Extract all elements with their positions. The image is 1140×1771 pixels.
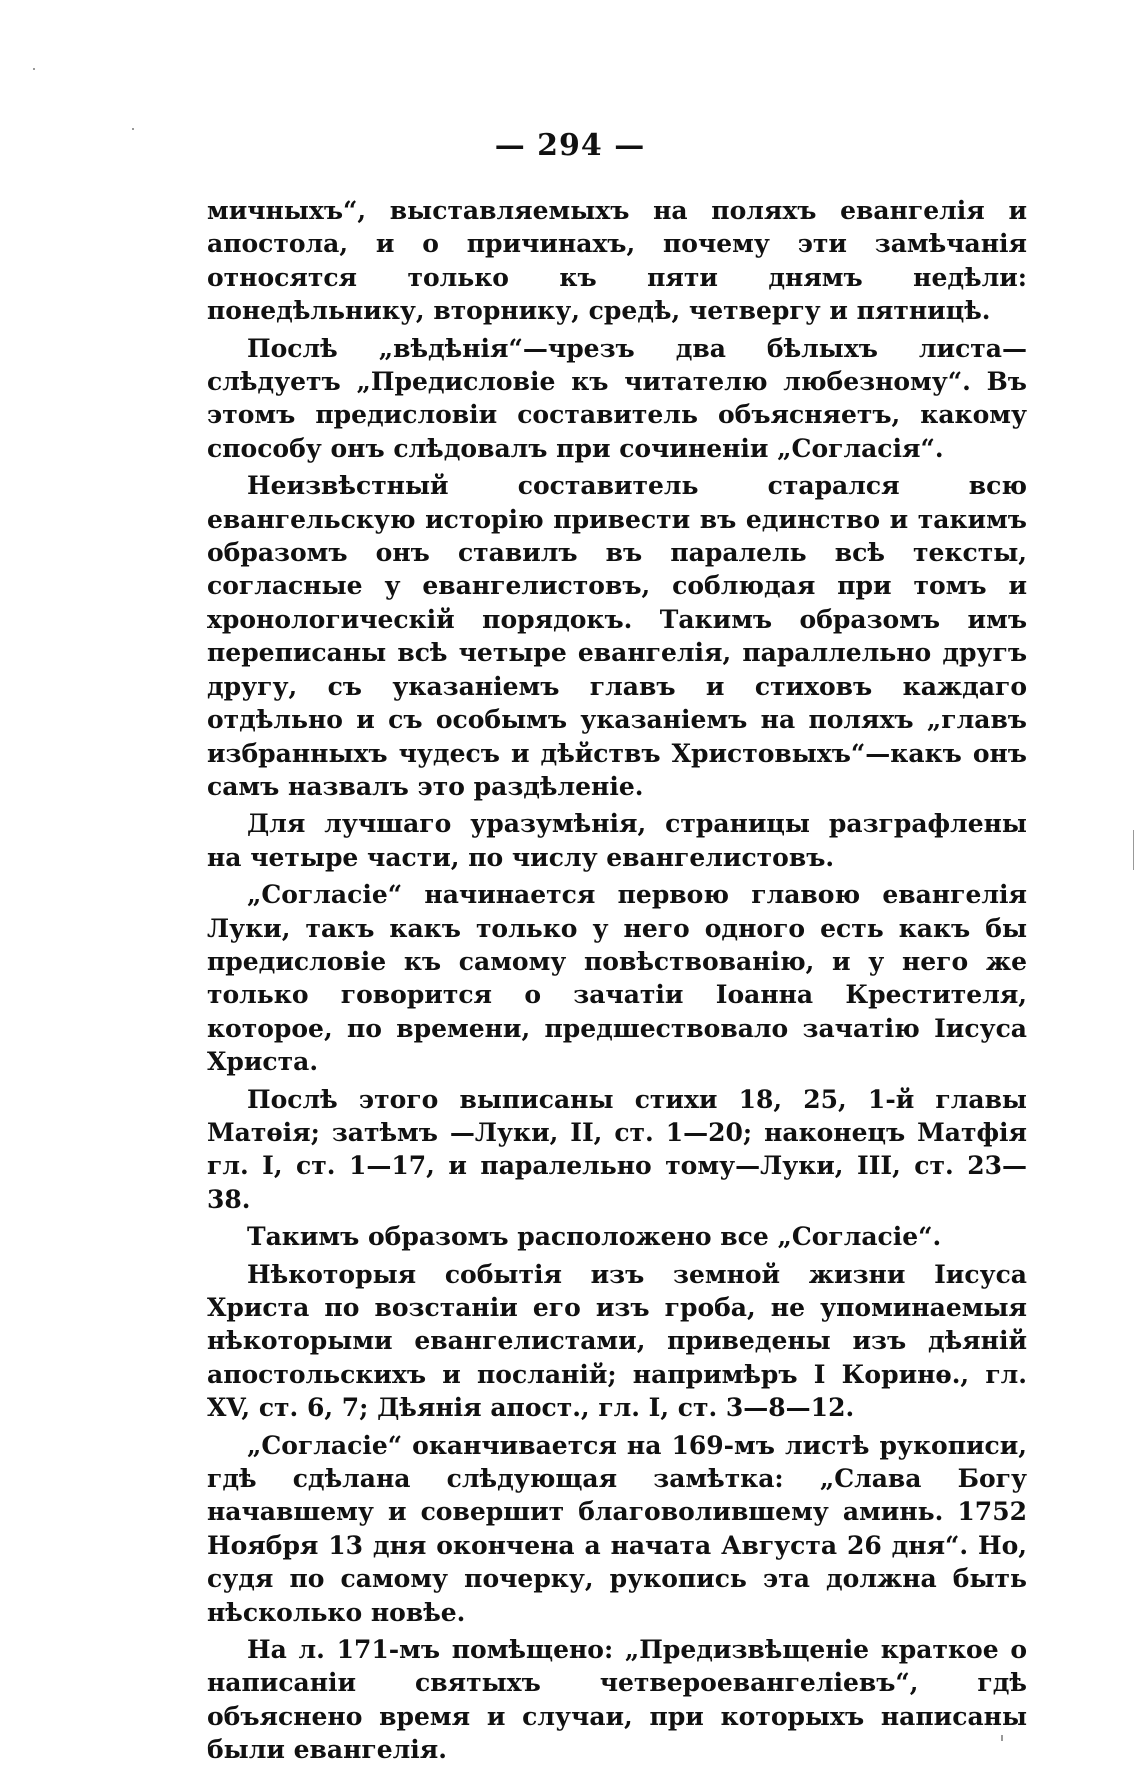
body-text [207,194,1027,1771]
scan-speck [132,128,134,130]
paragraph-10: На л. 171-мъ помѣщено: „Предизвѣщеніе краткое о написаніи святыхъ четвероевангеліевъ“, гдѣ объяснено время и случаи, при которыхъ написаны были евангелія. [207,1635,1027,1765]
paragraph-4: Для лучшаго уразумѣнія, страницы разграфлены на четыре части, по числу евангелистовъ. [207,809,1027,872]
paragraph-8: Нѣкоторыя событія изъ земной жизни Іисуса Христа по возстаніи его изъ гроба, не упоминаемыя нѣкоторыми евангелистами, приведены изъ дѣяній апостольскихъ и посланій; напримѣръ I Коринѳ., гл. XV, ст. 6, 7; Дѣянія апост., гл. I, ст. 3—8—12. [207,1259,1027,1423]
paragraph-2: Послѣ „вѣдѣнія“—чрезъ два бѣлыхъ листа—слѣдуетъ „Предисловіе къ читателю любезному“. Въ этомъ предисловіи составитель объясняетъ, какому способу онъ слѣдовалъ при сочиненіи „Согласія“. [207,333,1027,463]
paragraph-1: мичныхъ“, выставляемыхъ на поляхъ евангелія и апостола, и о причинахъ, почему эти замѣчанія относятся только къ пяти днямъ недѣли: понедѣльнику, вторнику, средѣ, четвергу и пятницѣ. [207,196,1027,326]
scan-speck [1001,1735,1003,1741]
paragraph-5: „Согласіе“ начинается первою главою евангелія Луки, такъ какъ только у него одного есть какъ бы предисловіе къ самому повѣствованію, и у него же только говорится о зачатіи Іоанна Крестителя, которое, по времени, предшествовало зачатію Іисуса Христа. [207,880,1027,1077]
page-number: — 294 — [494,128,646,163]
paragraph-7: Такимъ образомъ расположено все „Согласіе“. [247,1222,942,1252]
paragraph-6: Послѣ этого выписаны стихи 18, 25, 1-й главы Матѳія; затѣмъ —Луки, II, ст. 1—20; наконецъ Матфія гл. I, ст. 1—17, и паралельно тому—Луки, III, ст. 23—38. [207,1084,1027,1214]
paragraph-9: „Согласіе“ оканчивается на 169-мъ листѣ рукописи, гдѣ сдѣлана слѣдующая замѣтка: „Слава Богу начавшему и совершит благоволившему аминь. 1752 Ноября 13 дня окончена а начата Августа 26 дня“. Но, судя по самому почерку, рукопись эта должна быть нѣсколько новѣе. [207,1430,1027,1627]
paragraph-3: Неизвѣстный составитель старался всю евангельскую исторію привести въ единство и такимъ образомъ онъ ставилъ въ паралель всѣ тексты, согласные у евангелистовъ, соблюдая при томъ и хронологическій порядокъ. Такимъ образомъ имъ переписаны всѣ четыре евангелія, параллельно другъ другу, съ указаніемъ главъ и стиховъ каждаго отдѣльно и съ особымъ указаніемъ на поляхъ „главъ избранныхъ чудесъ и дѣйствъ Христовыхъ“—какъ онъ самъ назвалъ это раздѣленіе. [207,471,1027,801]
scan-speck [33,68,35,70]
scan-speck [1133,830,1134,870]
